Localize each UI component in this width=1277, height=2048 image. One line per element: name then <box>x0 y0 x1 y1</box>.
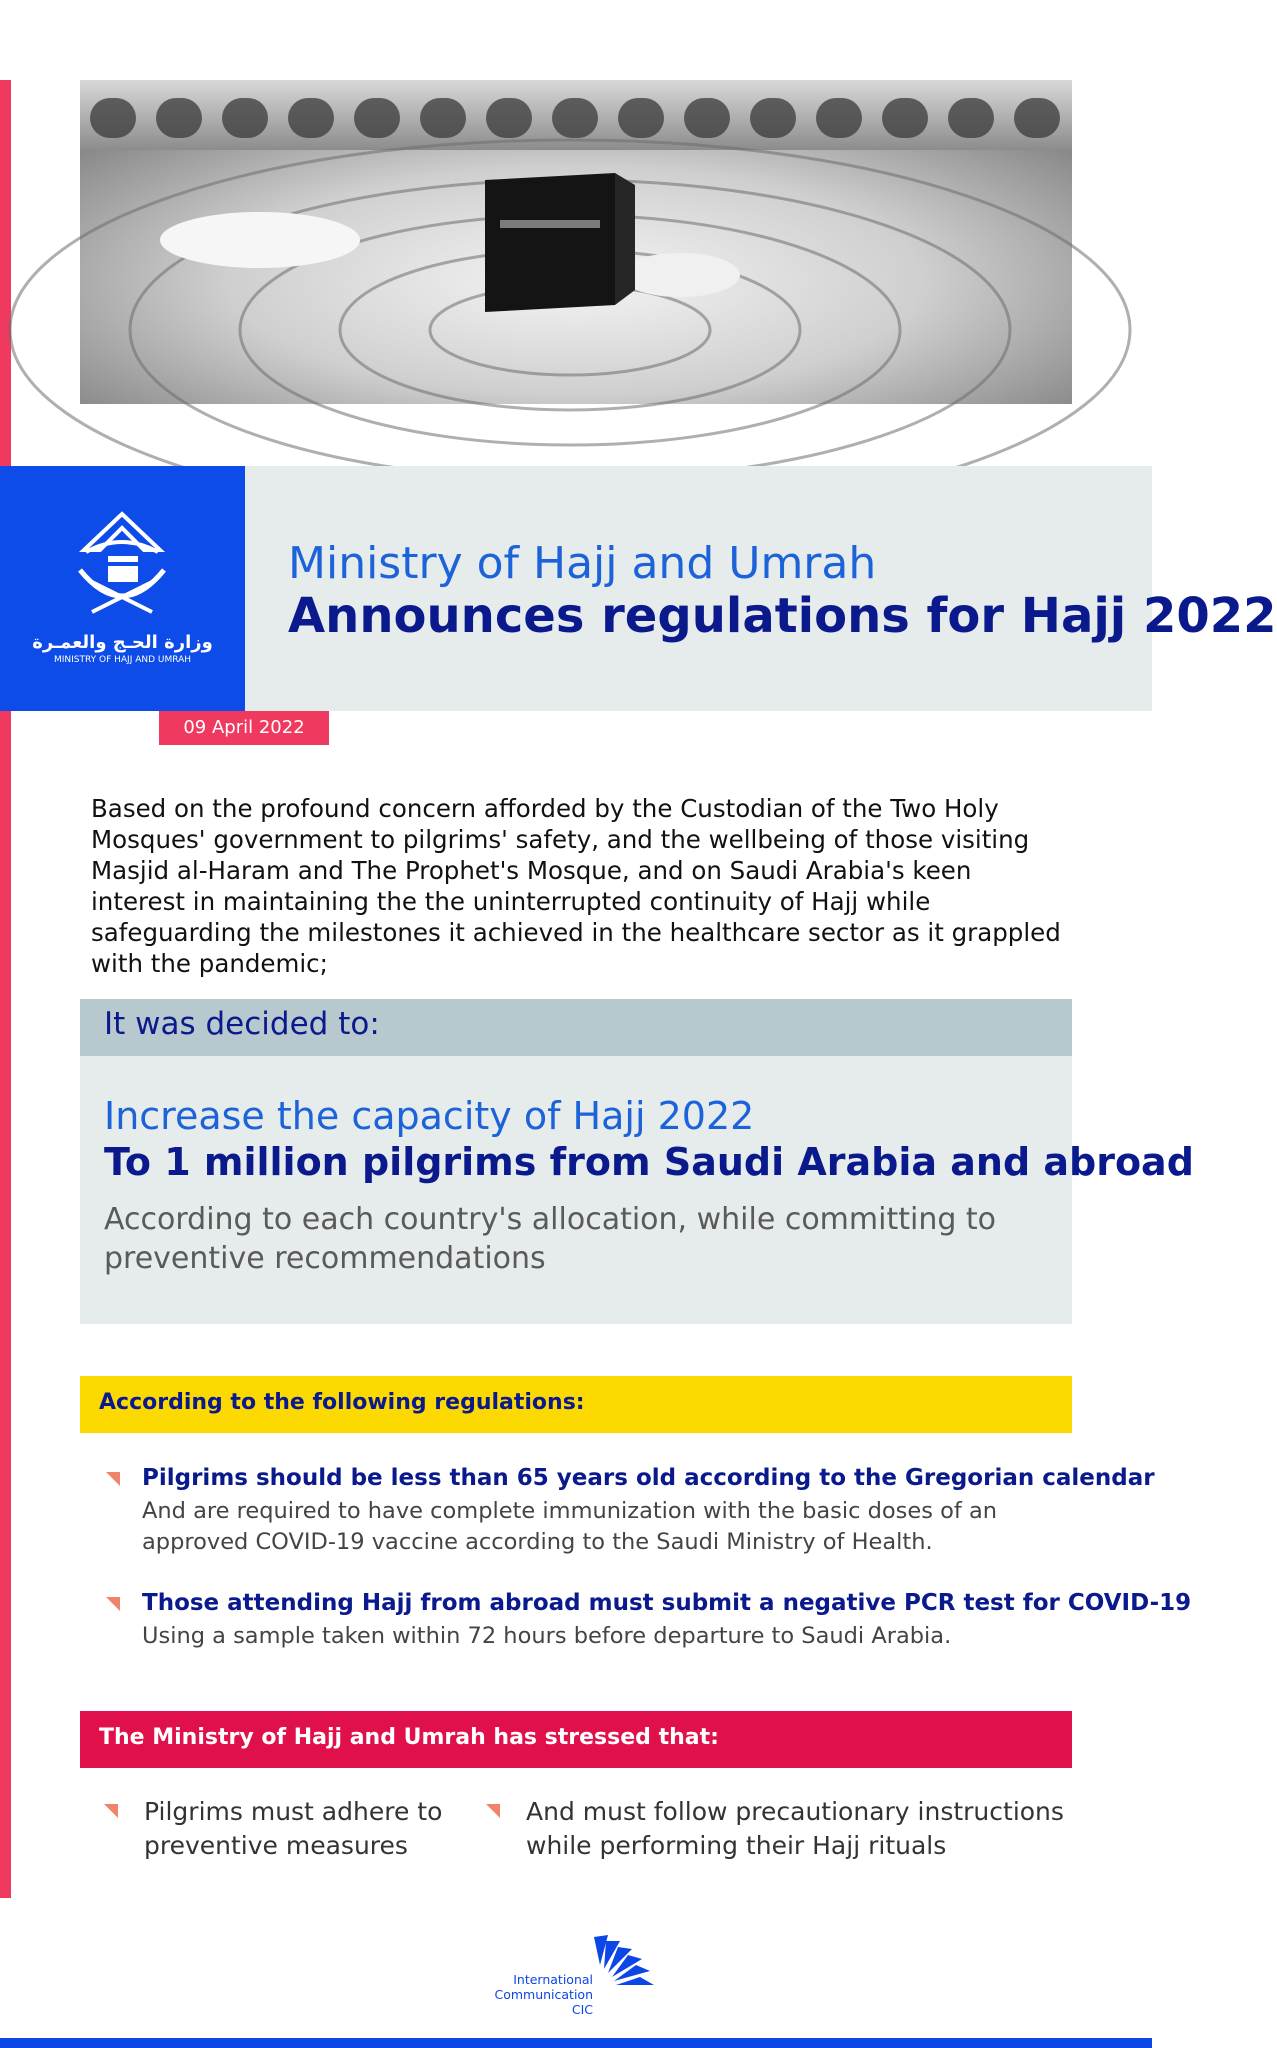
cic-line: International <box>513 1972 593 1987</box>
intro-paragraph: Based on the profound concern afforded by the Custodian of the Two Holy Mosques' government to pilgrims' safety, and the wellbeing of those visiting Masjid al-Haram and The Prophet's Mosque, and on Saudi Arabia's keen interest in maintaining the the uninterrupted continuity of Hajj while safeguarding the milestones it achieved in the healthcare sector as it grappled with the pandemic; <box>91 794 1061 978</box>
logo-arabic-text: وزارة الحـج والعمـرة <box>32 632 213 653</box>
cic-line: Communication <box>494 1987 593 2002</box>
bullet-icon <box>106 1472 120 1486</box>
decided-title: It was decided to: <box>104 1006 380 1042</box>
regulation-description: Using a sample taken within 72 hours before departure to Saudi Arabia. <box>142 1623 952 1649</box>
date-badge: 09 April 2022 <box>159 711 329 745</box>
capacity-note: According to each country's allocation, while committing to preventive recommendations <box>104 1202 997 1276</box>
bullet-icon <box>104 1804 118 1818</box>
regulations-title: According to the following regulations: <box>99 1390 585 1415</box>
capacity-headline: Increase the capacity of Hajj 2022 <box>104 1094 755 1138</box>
bullet-icon <box>106 1597 120 1611</box>
left-accent-bar <box>0 80 11 1898</box>
logo-english-text: MINISTRY OF HAJJ AND UMRAH <box>53 655 192 665</box>
stressed-title: The Ministry of Hajj and Umrah has stressed that: <box>99 1725 719 1750</box>
regulation-description: And are required to have complete immunization with the basic doses of an approved COVID-19 vaccine according to the Saudi Ministry of Health. <box>142 1498 998 1555</box>
cic-line: CIC <box>571 2002 593 2017</box>
header-ministry-title: Ministry of Hajj and Umrah <box>288 538 877 589</box>
cic-logo-icon <box>590 1935 662 2007</box>
ministry-logo-panel <box>0 466 245 711</box>
capacity-detail: To 1 million pilgrims from Saudi Arabia and abroad <box>104 1140 1194 1184</box>
stressed-point: Pilgrims must adhere to preventive measures <box>144 1797 443 1860</box>
kaaba-photo-illustration <box>80 80 1072 404</box>
cic-logo-text <box>470 1972 593 2017</box>
bottom-accent-bar <box>0 2038 1152 2048</box>
hero-photo <box>80 80 1072 404</box>
stressed-point: And must follow precautionary instructions while performing their Hajj rituals <box>526 1797 1064 1860</box>
regulation-title: Pilgrims should be less than 65 years old according to the Gregorian calendar <box>142 1465 1155 1491</box>
header-announcement-title: Announces regulations for Hajj 2022 <box>288 588 1277 644</box>
regulation-title: Those attending Hajj from abroad must submit a negative PCR test for COVID-19 <box>142 1590 1192 1616</box>
ministry-logo-icon <box>72 512 172 622</box>
bullet-icon <box>486 1804 500 1818</box>
